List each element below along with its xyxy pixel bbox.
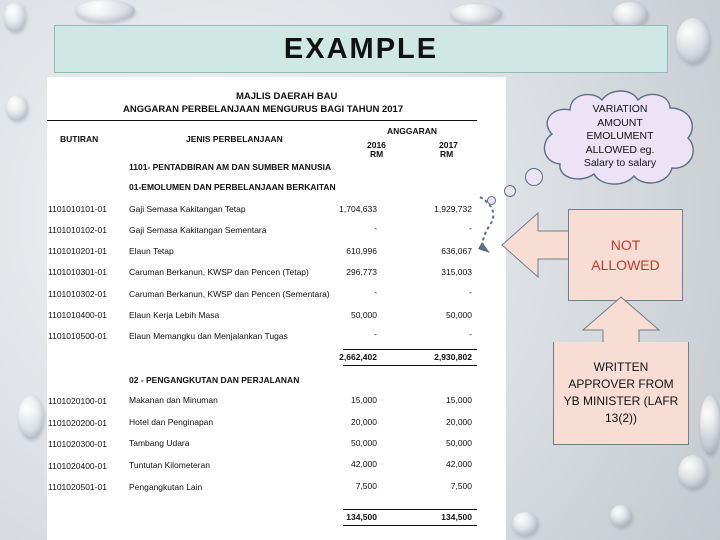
divider: [47, 120, 477, 121]
water-drop: [450, 4, 502, 24]
row-2017: 20,000: [446, 417, 472, 427]
water-drop: [678, 455, 708, 489]
cloud-line: VARIATION: [592, 103, 648, 115]
row-code: 1101020300-01: [48, 439, 107, 449]
row-2016: 15,000: [351, 395, 377, 405]
row-2016: 296,773: [346, 267, 377, 277]
section-title: 1101- PENTADBIRAN AM DAN SUMBER MANUSIA: [129, 162, 332, 172]
row-code: 1101010400-01: [48, 310, 107, 320]
col-butiran: BUTIRAN: [60, 134, 99, 144]
row-2017: 315,003: [441, 267, 472, 277]
written-line: YB MINISTER (LAFR: [563, 394, 679, 408]
row-2016: 610,996: [346, 246, 377, 256]
left-arrow-icon: [500, 205, 570, 285]
row-2016: 7,500: [355, 481, 377, 491]
row-desc: Elaun Kerja Lebih Masa: [129, 310, 220, 320]
row-code: 1101010302-01: [48, 289, 107, 299]
unit-2017: RM: [440, 149, 454, 159]
page-title: EXAMPLE: [283, 32, 439, 65]
total-2017: 2,930,802: [434, 352, 472, 362]
row-2016: -: [374, 223, 377, 233]
row-desc: Gaji Semasa Kakitangan Sementara: [129, 225, 267, 235]
unit-2016: RM: [370, 149, 384, 159]
row-2017: -: [469, 287, 472, 297]
row-2016: 1,704,633: [339, 204, 377, 214]
row-2016: 50,000: [351, 438, 377, 448]
row-2017: 636,067: [441, 246, 472, 256]
row-desc: Hotel dan Penginapan: [129, 417, 214, 427]
total-line-top: [343, 349, 477, 350]
row-desc: Tuntutan Kilometeran: [129, 460, 210, 470]
row-code: 1101010101-01: [48, 204, 107, 214]
water-drop: [18, 395, 44, 439]
row-2017: 42,000: [446, 459, 472, 469]
row-2017: 50,000: [446, 310, 472, 320]
cloud-text: [545, 103, 695, 171]
year-2017: 2017: [439, 140, 458, 150]
cloud-line: AMOUNT: [597, 116, 643, 129]
row-desc: Elaun Memangku dan Menjalankan Tugas: [129, 331, 288, 341]
row-code: 1101010102-01: [48, 225, 107, 235]
budget-document: [47, 77, 506, 540]
row-desc: Caruman Berkanun, KWSP dan Pencen (Sementara): [129, 289, 330, 299]
total-2016: 2,662,402: [339, 352, 377, 362]
row-desc: Elaun Tetap: [129, 246, 174, 256]
not-allowed-line: NOT: [610, 237, 641, 253]
water-drop: [700, 395, 720, 455]
water-drop: [75, 0, 135, 22]
written-approver-box: [553, 342, 689, 445]
year-2016: 2016: [367, 140, 386, 150]
row-2016: -: [374, 287, 377, 297]
col-anggaran: ANGGARAN: [387, 126, 438, 136]
doc-heading: ANGGARAN PERBELANJAAN MENGURUS BAGI TAHUN 2017: [123, 104, 404, 115]
not-allowed-line: ALLOWED: [591, 257, 660, 273]
subsection-title: 01-EMOLUMEN DAN PERBELANJAAN BERKAITAN: [129, 182, 336, 192]
cloud-line: Salary to salary: [583, 157, 657, 169]
doc-org: MAJLIS DAERAH BAU: [236, 91, 338, 102]
total-line-bottom: [343, 525, 477, 526]
row-2016: 42,000: [351, 459, 377, 469]
row-desc: Makanan dan Minuman: [129, 395, 218, 405]
row-2017: 1,929,732: [434, 204, 472, 214]
row-2017: -: [469, 329, 472, 339]
subsection-title: 02 - PENGANGKUTAN DAN PERJALANAN: [129, 375, 300, 385]
row-2017: 15,000: [446, 395, 472, 405]
row-code: 1101020400-01: [48, 461, 107, 471]
total-2017: 134,500: [441, 512, 472, 522]
not-allowed-box: [568, 209, 683, 301]
row-2017: 50,000: [446, 438, 472, 448]
row-code: 1101020100-01: [48, 396, 107, 406]
row-code: 1101010500-01: [48, 331, 107, 341]
row-desc: Caruman Berkanun, KWSP dan Pencen (Tetap): [129, 267, 309, 277]
row-code: 1101010301-01: [48, 267, 107, 277]
row-code: 1101020200-01: [48, 418, 107, 428]
row-2016: 50,000: [351, 310, 377, 320]
written-line: APPROVER FROM: [568, 377, 674, 391]
cloud-line: ALLOWED eg.: [585, 143, 655, 156]
water-drop: [6, 95, 28, 121]
total-line-top: [343, 509, 477, 510]
water-drop: [676, 18, 710, 64]
water-drop: [512, 512, 538, 536]
water-drop: [610, 505, 632, 527]
row-2017: -: [469, 223, 472, 233]
row-2016: -: [374, 329, 377, 339]
written-line: WRITTEN: [593, 360, 649, 374]
row-2016: 20,000: [351, 417, 377, 427]
title-banner: [54, 25, 668, 73]
thought-bubble: [525, 168, 543, 186]
total-2016: 134,500: [346, 512, 377, 522]
row-desc: Gaji Semasa Kakitangan Tetap: [129, 204, 246, 214]
written-line: 13(2)): [604, 411, 637, 425]
row-desc: Pengangkutan Lain: [129, 482, 203, 492]
water-drop: [4, 2, 26, 32]
cloud-line: EMOLUMENT: [586, 130, 654, 142]
row-code: 1101020501-01: [48, 482, 107, 492]
row-2017: 7,500: [450, 481, 472, 491]
row-code: 1101010201-01: [48, 246, 107, 256]
total-line-bottom: [343, 365, 477, 366]
col-jenis: JENIS PERBELANJAAN: [186, 134, 283, 144]
up-arrow-icon: [553, 296, 689, 344]
row-desc: Tambang Udara: [129, 438, 190, 448]
